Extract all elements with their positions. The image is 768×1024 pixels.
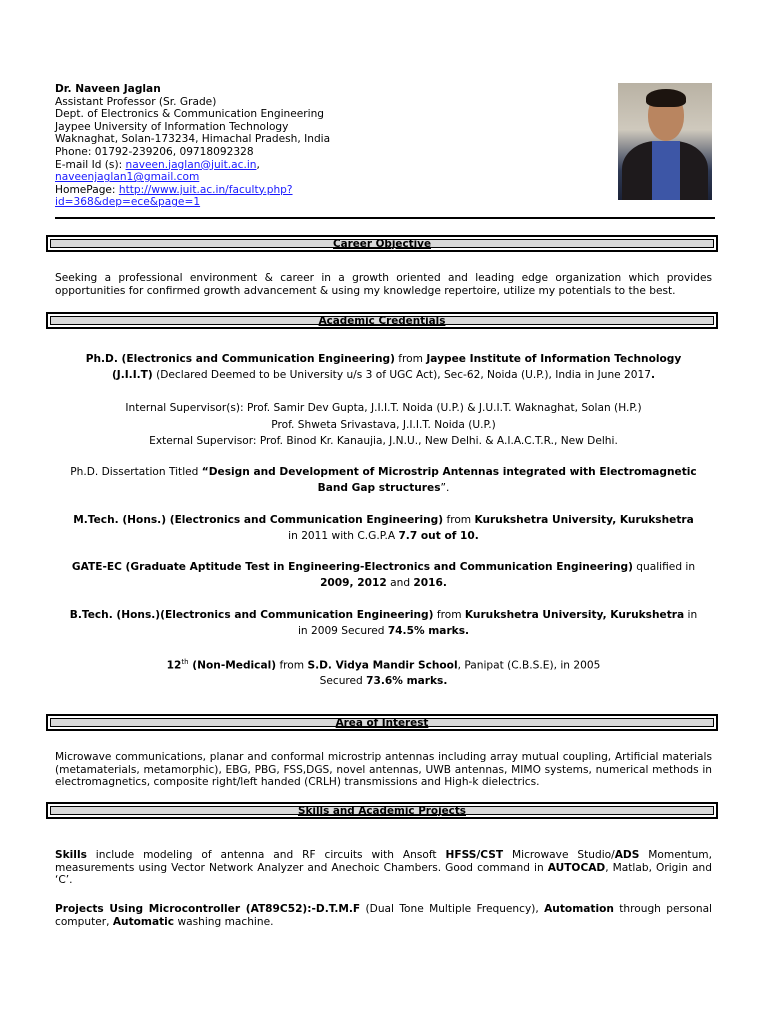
candidate-name: Dr. Naveen Jaglan bbox=[55, 83, 161, 95]
projects-text: Projects Using Microcontroller (AT89C52):-D.T.M.F (Dual Tone Multiple Frequency), Automation through personal computer, Automatic washing machine. bbox=[55, 903, 712, 928]
designation: Assistant Professor (Sr. Grade) bbox=[55, 95, 217, 108]
phd-entry: Ph.D. (Electronics and Communication Engineering) from Jaypee Institute of Information Technology (J.I.I.T) (Declared Deemed to be University u/s 3 of UGC Act), Sec-62, Noida (U.P.), India in June 2017. bbox=[85, 353, 682, 381]
email-link-1[interactable]: naveen.jaglan@juit.ac.in bbox=[125, 158, 257, 171]
section-career-objective bbox=[46, 235, 718, 252]
career-objective-text: Seeking a professional environment & career in a growth oriented and leading edge organization which provides opportunities for confirmed growth advancement & using my knowledge repertoire, utilize my potentials to the best. bbox=[55, 272, 712, 297]
area-of-interest-text: Microwave communications, planar and conformal microstrip antennas including array mutual coupling, Artificial materials (metamaterials, metamorphic), EBG, PBG, FSS,DGS, novel antennas, UWB antennas, MIMO systems, numerical methods in electromagnetics, composite right/left handed (CRLH) transmissions and High-k dielectrics. bbox=[55, 751, 712, 789]
section-title: Academic Credentials bbox=[318, 314, 446, 327]
email-link-2[interactable]: naveenjaglan1@gmail.com bbox=[55, 171, 200, 184]
homepage-link[interactable]: http://www.juit.ac.in/faculty.php? bbox=[118, 183, 293, 196]
address: Waknaghat, Solan-173234, Himachal Pradesh, India bbox=[55, 133, 331, 146]
homepage-link-cont[interactable]: id=368&dep=ece&page=1 bbox=[55, 196, 201, 209]
profile-photo bbox=[618, 83, 712, 200]
external-supervisor: External Supervisor: Prof. Binod Kr. Kanaujia, J.N.U., New Delhi. & A.I.A.C.T.R., New Delhi. bbox=[149, 435, 618, 447]
phd-dissertation: Ph.D. Dissertation Titled “Design and Development of Microstrip Antennas integrated with Electromagnetic Band Gap structures”. bbox=[70, 466, 697, 494]
section-area-of-interest bbox=[46, 714, 718, 731]
mtech-entry: M.Tech. (Hons.) (Electronics and Communication Engineering) from Kurukshetra University, Kurukshetra in 2011 with C.G.P.A 7.7 out of 10. bbox=[73, 514, 694, 542]
internal-supervisor-2: Prof. Shweta Srivastava, J.I.I.T. Noida (U.P.) bbox=[271, 418, 496, 431]
homepage-line-2 bbox=[55, 196, 595, 209]
section-title: Skills and Academic Projects bbox=[297, 804, 466, 817]
homepage-line: HomePage: http://www.juit.ac.in/faculty.php? bbox=[55, 183, 293, 196]
department: Dept. of Electronics & Communication Engineering bbox=[55, 108, 325, 121]
header-divider bbox=[55, 217, 715, 219]
supervisors bbox=[55, 400, 712, 450]
section-title: Career Objective bbox=[333, 237, 431, 250]
twelfth-entry: 12th (Non-Medical) from S.D. Vidya Mandir School, Panipat (C.B.S.E), in 2005 Secured 73.6% marks. bbox=[166, 658, 601, 688]
phone: Phone: 01792-239206, 09718092328 bbox=[55, 145, 254, 158]
email-line: E-mail Id (s): naveen.jaglan@juit.ac.in, bbox=[55, 158, 260, 171]
btech-entry: B.Tech. (Hons.)(Electronics and Communication Engineering) from Kurukshetra University, Kurukshetra in in 2009 Secured 74.5% marks. bbox=[69, 609, 698, 637]
email-line-2 bbox=[55, 171, 595, 184]
gate-entry: GATE-EC (Graduate Aptitude Test in Engineering-Electronics and Communication Engineering) qualified in 2009, 2012 and 2016. bbox=[71, 561, 696, 589]
contact-header bbox=[55, 83, 595, 209]
skills-text: Skills include modeling of antenna and RF circuits with Ansoft HFSS/CST Microwave Studio/ADS Momentum, measurements using Vector Network Analyzer and Anechoic Chambers. Good command in AUTOCAD, Matlab, Origin and ‘C’. bbox=[55, 849, 713, 887]
university: Jaypee University of Information Technology bbox=[55, 120, 289, 133]
internal-supervisor-1: Internal Supervisor(s): Prof. Samir Dev Gupta, J.I.I.T. Noida (U.P.) & J.U.I.T. Waknaghat, Solan (H.P.) bbox=[125, 402, 642, 414]
section-title: Area of Interest bbox=[335, 716, 429, 729]
section-academic-credentials bbox=[46, 312, 718, 329]
section-skills-projects bbox=[46, 802, 718, 819]
